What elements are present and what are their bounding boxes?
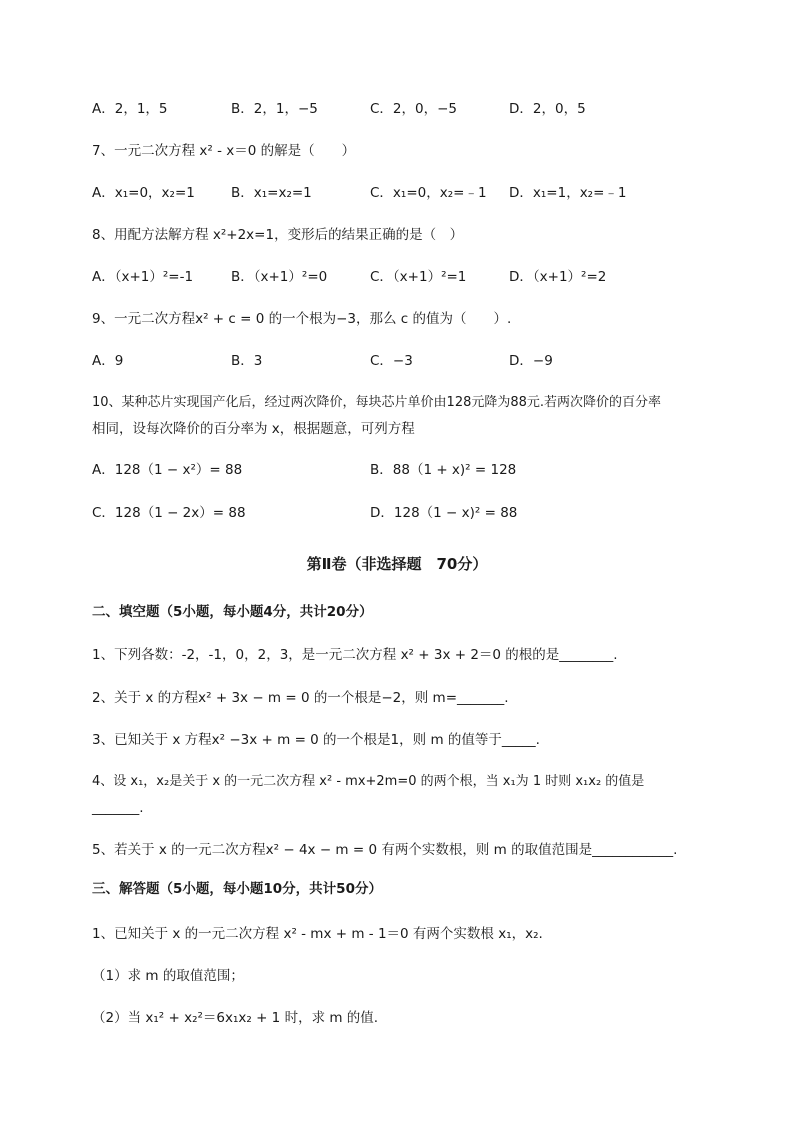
part2-title: 第Ⅱ卷（非选择题 70分）: [306, 555, 488, 573]
q8-option-d: D．（x+1）²=2: [509, 269, 607, 285]
q8-stem: 8、用配方法解方程 x²+2x=1，变形后的结果正确的是（ ）: [92, 227, 464, 243]
fill-question-2: 2、关于 x 的方程x² + 3x − m = 0 的一个根是−2，则 m=_______.: [92, 690, 509, 706]
q7-option-c: C．x₁=0，x₂=﹣1: [370, 185, 487, 201]
q10-option-a: A．128（1 − x²）= 88: [92, 462, 243, 478]
q9-option-b: B．3: [231, 353, 263, 369]
fill-question-1: 1、下列各数：-2，-1，0，2，3，是一元二次方程 x² + 3x + 2＝0 的根的是________.: [92, 647, 618, 663]
fill-section-heading: 二、填空题（5小题，每小题4分，共计20分）: [92, 604, 373, 620]
q10-option-d: D．128（1 − x)² = 88: [370, 505, 518, 521]
q10-option-b: B．88（1 + x)² = 128: [370, 462, 517, 478]
q10-option-c: C．128（1 − 2x）= 88: [92, 505, 246, 521]
q8-option-a: A．（x+1）²=-1: [92, 269, 194, 285]
q7-stem: 7、一元二次方程 x² - x＝0 的解是（ ）: [92, 143, 356, 159]
q7-option-a: A．x₁=0，x₂=1: [92, 185, 195, 201]
q9-option-d: D．−9: [509, 353, 553, 369]
q6-option-b: B．2，1，−5: [231, 101, 318, 117]
fill-question-3: 3、已知关于 x 方程x² −3x + m = 0 的一个根是1，则 m 的值等于_____.: [92, 732, 540, 748]
fill-question-4-line2: _______.: [92, 800, 144, 816]
q8-option-b: B．（x+1）²=0: [231, 269, 328, 285]
fill-question-5: 5、若关于 x 的一元二次方程x² − 4x − m = 0 有两个实数根，则 m 的取值范围是____________.: [92, 842, 678, 858]
solve-question-1-part1: （1）求 m 的取值范围；: [92, 968, 244, 984]
q6-option-d: D．2，0，5: [509, 101, 586, 117]
q7-option-d: D．x₁=1，x₂=﹣1: [509, 185, 627, 201]
q9-stem: 9、一元二次方程x² + c = 0 的一个根为−3，那么 c 的值为（ ）.: [92, 311, 512, 327]
q9-option-a: A．9: [92, 353, 124, 369]
solve-question-1-part2: （2）当 x₁² + x₂²＝6x₁x₂ + 1 时，求 m 的值.: [92, 1010, 379, 1026]
q10-stem-line1: 10、某种芯片实现国产化后，经过两次降价，每块芯片单价由128元降为88元.若两次降价的百分率: [92, 395, 662, 410]
q7-option-b: B．x₁=x₂=1: [231, 185, 312, 201]
q6-option-c: C．2，0，−5: [370, 101, 458, 117]
q9-option-c: C．−3: [370, 353, 413, 369]
q8-option-c: C．（x+1）²=1: [370, 269, 467, 285]
fill-question-4-line1: 4、设 x₁，x₂是关于 x 的一元二次方程 x² - mx+2m=0 的两个根，当 x₁为 1 时则 x₁x₂ 的值是: [92, 774, 645, 789]
q10-stem-line2: 相同，设每次降价的百分率为 x，根据题意，可列方程: [92, 421, 415, 437]
solve-question-1: 1、已知关于 x 的一元二次方程 x² - mx + m - 1＝0 有两个实数根 x₁，x₂.: [92, 926, 543, 942]
solve-section-heading: 三、解答题（5小题，每小题10分，共计50分）: [92, 881, 382, 897]
q6-option-a: A．2，1，5: [92, 101, 168, 117]
